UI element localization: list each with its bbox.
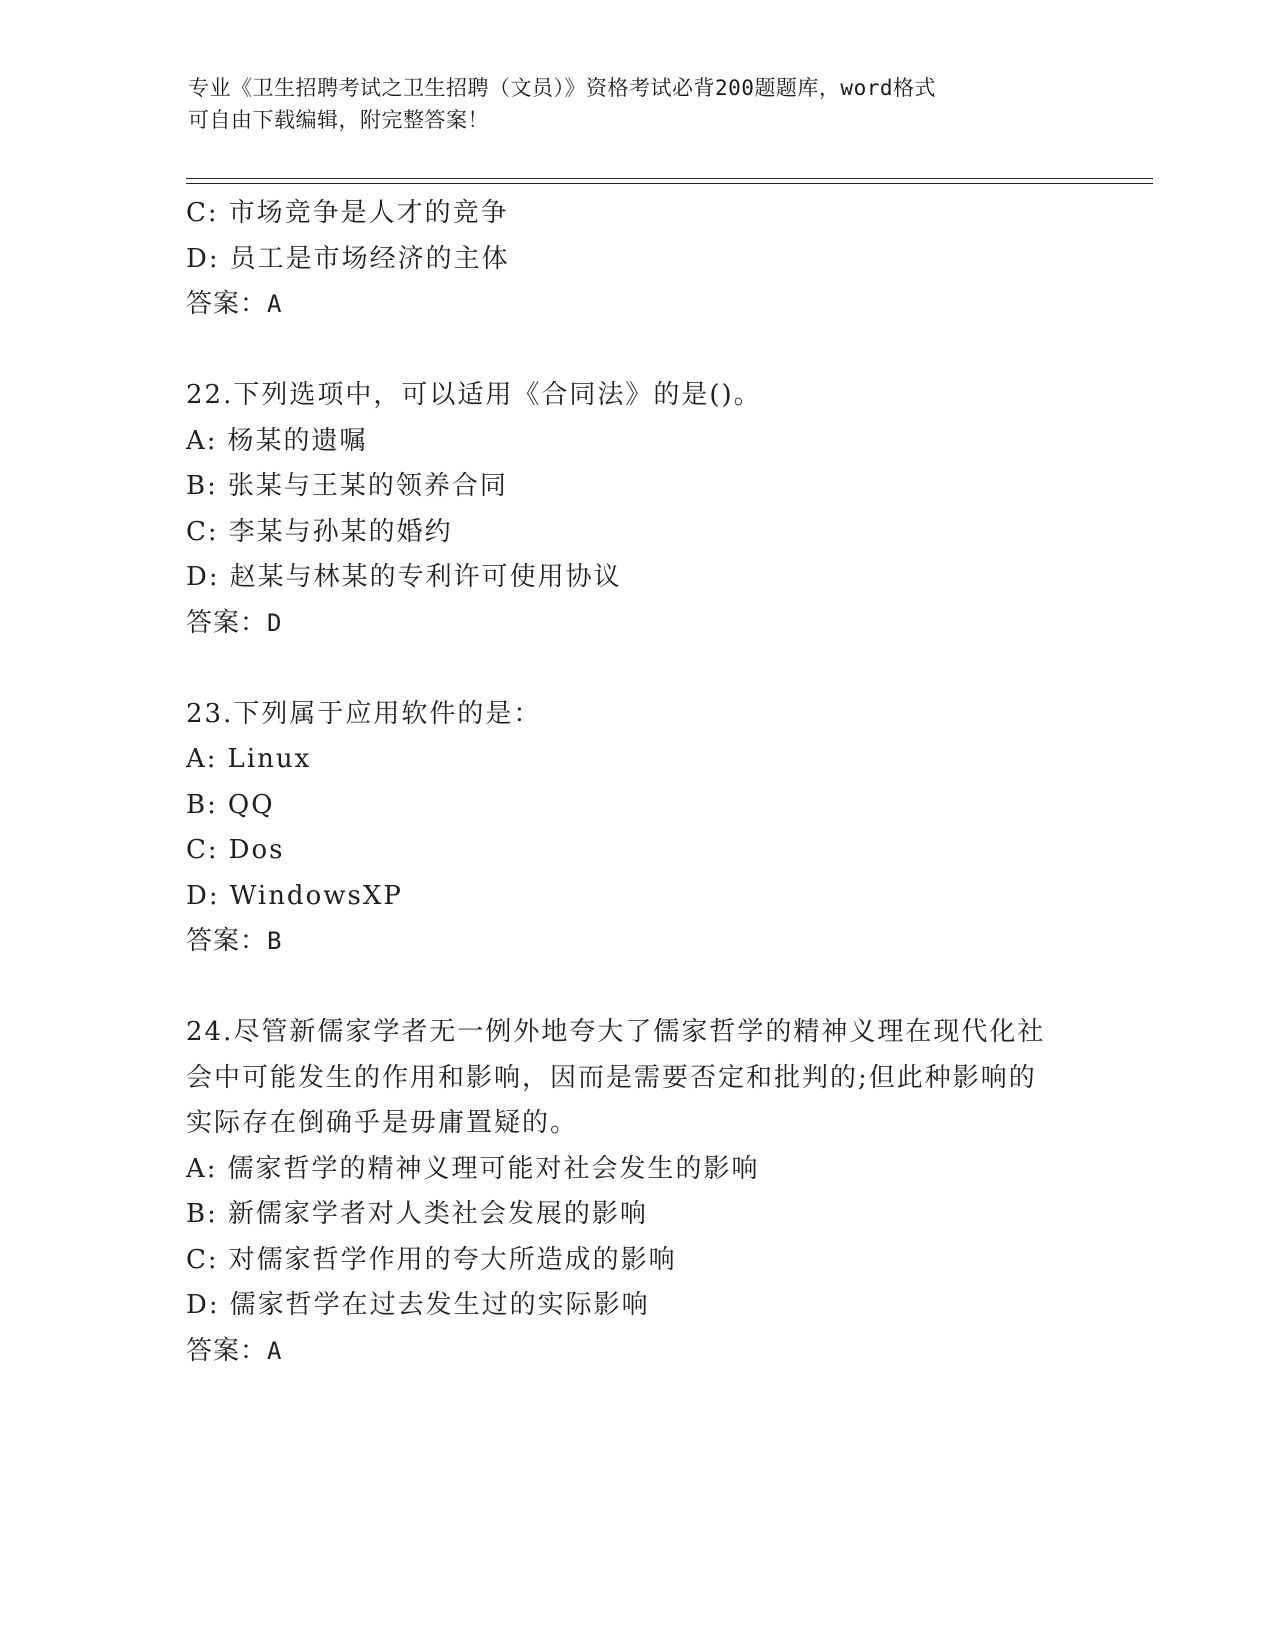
option-c: C: 市场竞争是人才的竞争 bbox=[186, 198, 509, 228]
question-stem-line-3: 实际存在倒确乎是毋庸置疑的。 bbox=[186, 1108, 579, 1138]
question-23 bbox=[186, 692, 1086, 965]
header-line-2: 可自由下载编辑，附完整答案！ bbox=[188, 108, 489, 132]
option-a: A: Linux bbox=[186, 744, 312, 774]
option-b: B: QQ bbox=[186, 789, 275, 820]
question-22 bbox=[186, 373, 1086, 646]
spacer bbox=[186, 965, 1086, 1011]
option-a: A: 儒家哲学的精神义理可能对社会发生的影响 bbox=[186, 1153, 760, 1184]
header-rule-bottom bbox=[186, 183, 1153, 184]
option-d: D: WindowsXP bbox=[186, 880, 403, 911]
option-b: B: 张某与王某的领养合同 bbox=[186, 471, 508, 501]
option-c: C: 对儒家哲学作用的夸大所造成的影响 bbox=[186, 1244, 677, 1275]
spacer bbox=[186, 328, 1086, 374]
document-header bbox=[188, 72, 1088, 136]
answer-line: 答案：B bbox=[186, 926, 284, 956]
answer-line: 答案：A bbox=[186, 1335, 284, 1366]
option-d: D: 儒家哲学在过去发生过的实际影响 bbox=[186, 1290, 650, 1320]
option-d: D: 员工是市场经济的主体 bbox=[186, 243, 510, 274]
question-stem: 22.下列选项中，可以适用《合同法》的是()。 bbox=[186, 380, 762, 410]
spacer bbox=[186, 646, 1086, 692]
question-24 bbox=[186, 1010, 1086, 1374]
answer-line: 答案：D bbox=[186, 607, 284, 638]
question-stem: 23.下列属于应用软件的是： bbox=[186, 698, 542, 729]
option-a: A: 杨某的遗嘱 bbox=[186, 425, 368, 456]
option-d: D: 赵某与林某的专利许可使用协议 bbox=[186, 562, 622, 592]
header-line-1: 专业《卫生招聘考试之卫生招聘（文员）》资格考试必背200题题库，word格式 bbox=[188, 76, 936, 100]
option-b: B: 新儒家学者对人类社会发展的影响 bbox=[186, 1199, 648, 1229]
question-stem-line-2: 会中可能发生的作用和影响，因而是需要否定和批判的;但此种影响的 bbox=[186, 1062, 1037, 1093]
option-c: C: Dos bbox=[186, 835, 285, 865]
question-content bbox=[186, 191, 1086, 1374]
option-c: C: 李某与孙某的婚约 bbox=[186, 516, 453, 547]
header-rule-top bbox=[186, 178, 1153, 179]
answer-line: 答案：A bbox=[186, 289, 284, 319]
question-continued bbox=[186, 191, 1086, 328]
question-stem-line-1: 24.尽管新儒家学者无一例外地夸大了儒家哲学的精神义理在现代化社 bbox=[186, 1017, 1046, 1047]
